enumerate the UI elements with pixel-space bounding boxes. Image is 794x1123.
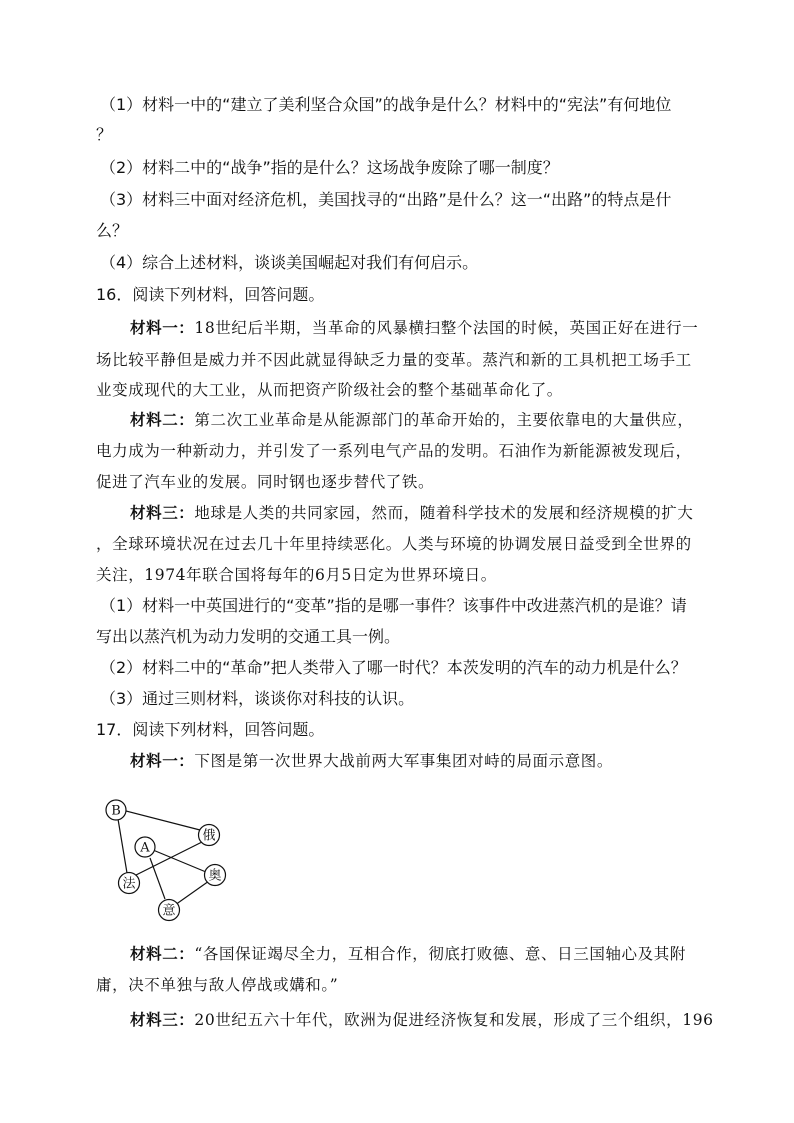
material-text: “各国保证竭尽全力，互相合作，彻底打败德、意、日三国轴心及其附 <box>194 945 686 963</box>
q15-sub1-line2: ？ <box>96 125 113 144</box>
q17-material2-line1 <box>130 944 740 964</box>
q17-heading: 17．阅读下列材料，回答问题。 <box>96 720 325 739</box>
q17-material3-line1 <box>130 1010 740 1030</box>
material-text: 下图是第一次世界大战前两大军事集团对峙的局面示意图。 <box>194 752 614 770</box>
material-label: 材料一： <box>130 751 195 770</box>
material-label: 材料二： <box>130 410 195 429</box>
material-text: 20世纪五六十年代，欧洲为促进经济恢复和发展，形成了三个组织，196 <box>194 1011 714 1029</box>
q16-material2-line1 <box>130 410 740 430</box>
node-b-label: B <box>111 803 121 819</box>
q15-sub4: （4）综合上述材料，谈谈美国崛起对我们有何启示。 <box>100 253 479 272</box>
node-e-label: 俄 <box>202 828 216 844</box>
q15-sub1-line1: （1）材料一中的“建立了美利坚合众国”的战争是什么？材料中的“宪法”有何地位 <box>100 95 672 114</box>
edge-o-y <box>175 881 209 905</box>
material-text: 18世纪后半期，当革命的风暴横扫整个法国的时候，英国正好在进行一 <box>194 319 699 337</box>
edge-b-e <box>126 811 200 830</box>
node-a-label: A <box>140 840 150 856</box>
q16-material3-line3: 关注，1974年联合国将每年的6月5日定为世界环境日。 <box>96 566 497 584</box>
q16-material1-line1 <box>130 318 740 338</box>
q16-heading: 16．阅读下列材料，回答问题。 <box>96 285 325 304</box>
alliance-diagram <box>96 786 236 926</box>
material-label: 材料三： <box>130 1010 195 1029</box>
q15-sub3-line1: （3）材料三中面对经济危机，美国找寻的“出路”是什么？这一“出路”的特点是什 <box>100 190 672 209</box>
q16-material2-line2: 电力成为一种新动力，并引发了一系列电气产品的发明。石油作为新能源被发现后， <box>96 442 692 460</box>
edge-b-f <box>118 819 127 873</box>
q16-material1-line2: 场比较平静但是威力并不因此就显得缺乏力量的变革。蒸汽和新的工具机把工场手工 <box>96 351 692 369</box>
q16-sub2: （2）材料二中的“革命”把人类带入了哪一时代？本茨发明的汽车的动力机是什么？ <box>100 658 687 677</box>
q16-sub3: （3）通过三则材料，谈谈你对科技的认识。 <box>100 689 415 708</box>
alliance-diagram-svg <box>96 786 236 926</box>
node-f-label: 法 <box>122 876 136 892</box>
q15-sub2: （2）材料二中的“战争”指的是什么？这场战争废除了哪一制度？ <box>100 158 559 177</box>
q16-material1-line3: 业变成现代的大工业，从而把资产阶级社会的整个基础革命化了。 <box>96 381 563 399</box>
q17-material2-line2: 庸，决不单独与敌人停战或媾和。” <box>96 976 339 994</box>
material-text: 第二次工业革命是从能源部门的革命开始的，主要依靠电的大量供应， <box>194 411 694 429</box>
q16-sub1-line2: 写出以蒸汽机为动力发明的交通工具一例。 <box>96 627 401 646</box>
q17-material1 <box>130 751 740 771</box>
material-label: 材料二： <box>130 944 195 963</box>
q15-sub3-line2: 么？ <box>96 221 129 240</box>
q16-material3-line1 <box>130 503 740 523</box>
node-o-label: 奥 <box>208 868 222 884</box>
q16-sub1-line1: （1）材料一中英国进行的“变革”指的是哪一事件？该事件中改进蒸汽机的是谁？请 <box>100 596 687 615</box>
material-label: 材料三： <box>130 503 195 522</box>
material-label: 材料一： <box>130 318 195 337</box>
q16-material2-line3: 促进了汽车业的发展。同时钢也逐步替代了铁。 <box>96 473 435 491</box>
q16-material3-line2: ，全球环境状况在过去几十年里持续恶化。人类与环境的协调发展日益受到全世界的 <box>96 535 692 553</box>
node-y-label: 意 <box>162 903 176 919</box>
material-text: 地球是人类的共同家园，然而，随着科学技术的发展和经济规模的扩大 <box>194 504 694 522</box>
